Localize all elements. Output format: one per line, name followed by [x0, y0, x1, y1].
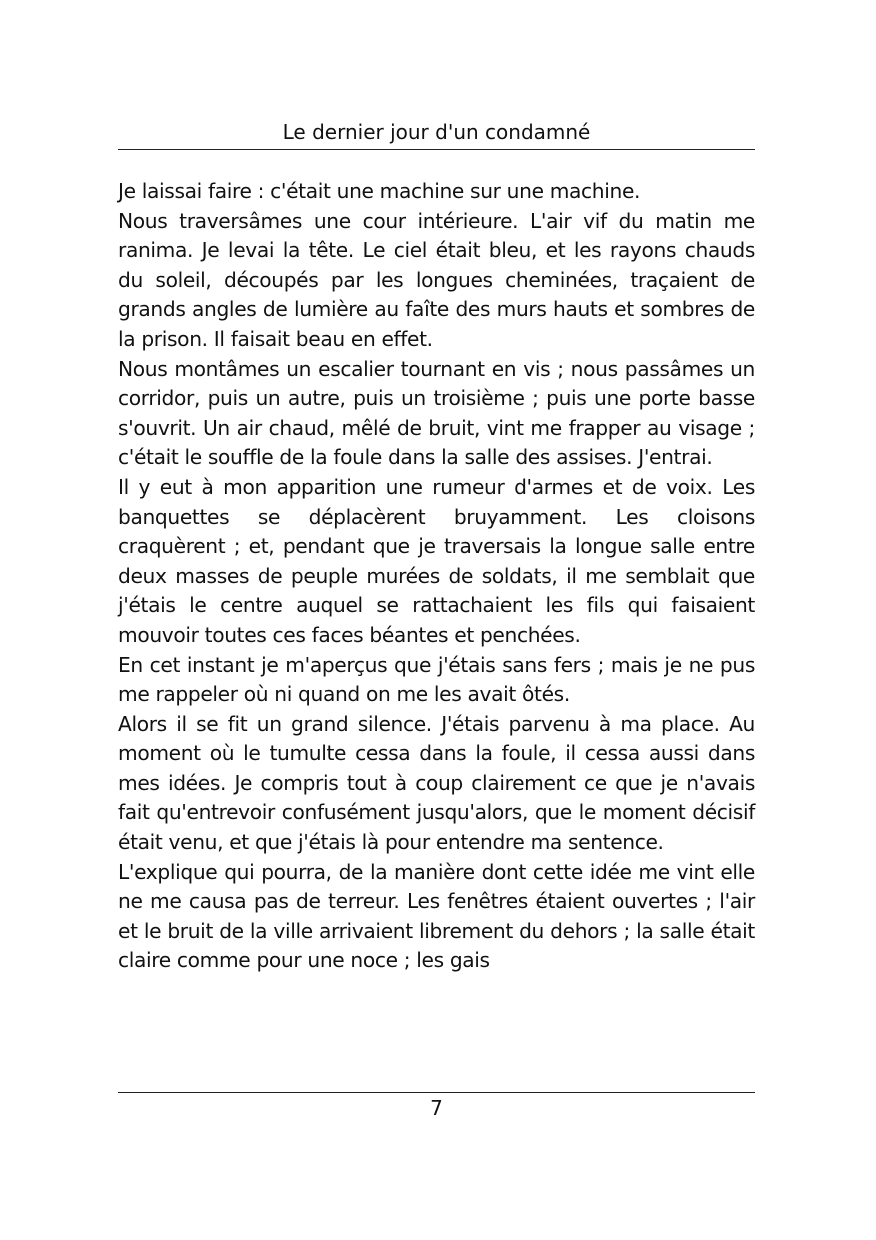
- paragraph: En cet instant je m'aperçus que j'étais sans fers ; mais je ne pus me rappeler où ni quand on me les avait ôtés.: [118, 652, 755, 707]
- paragraph: Il y eut à mon apparition une rumeur d'armes et de voix. Les banquettes se déplacèrent bruyamment. Les cloisons craquèrent ; et, pendant que je traversais la longue salle entre deux masses de peuple murées de soldats, il me semblait que j'étais le centre auquel se rattachaient les fils qui faisaient mouvoir toutes ces faces béantes et penchées.: [118, 474, 755, 647]
- paragraph: Je laissai faire : c'était une machine sur une machine.: [118, 179, 641, 203]
- header-rule: [118, 149, 755, 150]
- footer-rule: [118, 1092, 755, 1093]
- paragraph: Alors il se fit un grand silence. J'étais parvenu à ma place. Au moment où le tumulte cessa dans la foule, il cessa aussi dans mes idées. Je compris tout à coup clairement ce que je n'avais fait qu'entrevoir confusément jusqu'alors, que le moment décisif était venu, et que j'étais là pour entendre ma sentence.: [118, 711, 755, 855]
- paragraph: Nous montâmes un escalier tournant en vis ; nous passâmes un corridor, puis un autre, puis un troisième ; puis une porte basse s'ouvrit. Un air chaud, mêlé de bruit, vint me frapper au visage ; c'était le souffle de la foule dans la salle des assises. J'entrai.: [118, 356, 755, 470]
- paragraph: Nous traversâmes une cour intérieure. L'air vif du matin me ranima. Je levai la tête. Le ciel était bleu, et les rayons chauds du soleil, découpés par les longues cheminées, traçaient de grands angles de lumière au faîte des murs hauts et sombres de la prison. Il faisait beau en effet.: [118, 208, 755, 351]
- paragraph: L'explique qui pourra, de la manière dont cette idée me vint elle ne me causa pas de terreur. Les fenêtres étaient ouvertes ; l'air et le bruit de la ville arrivaient librement du dehors ; la salle était claire comme pour une noce ; les gais: [118, 859, 755, 973]
- page-body: [118, 177, 755, 976]
- running-header: Le dernier jour d'un condamné: [282, 120, 591, 144]
- page-number: 7: [430, 1096, 443, 1120]
